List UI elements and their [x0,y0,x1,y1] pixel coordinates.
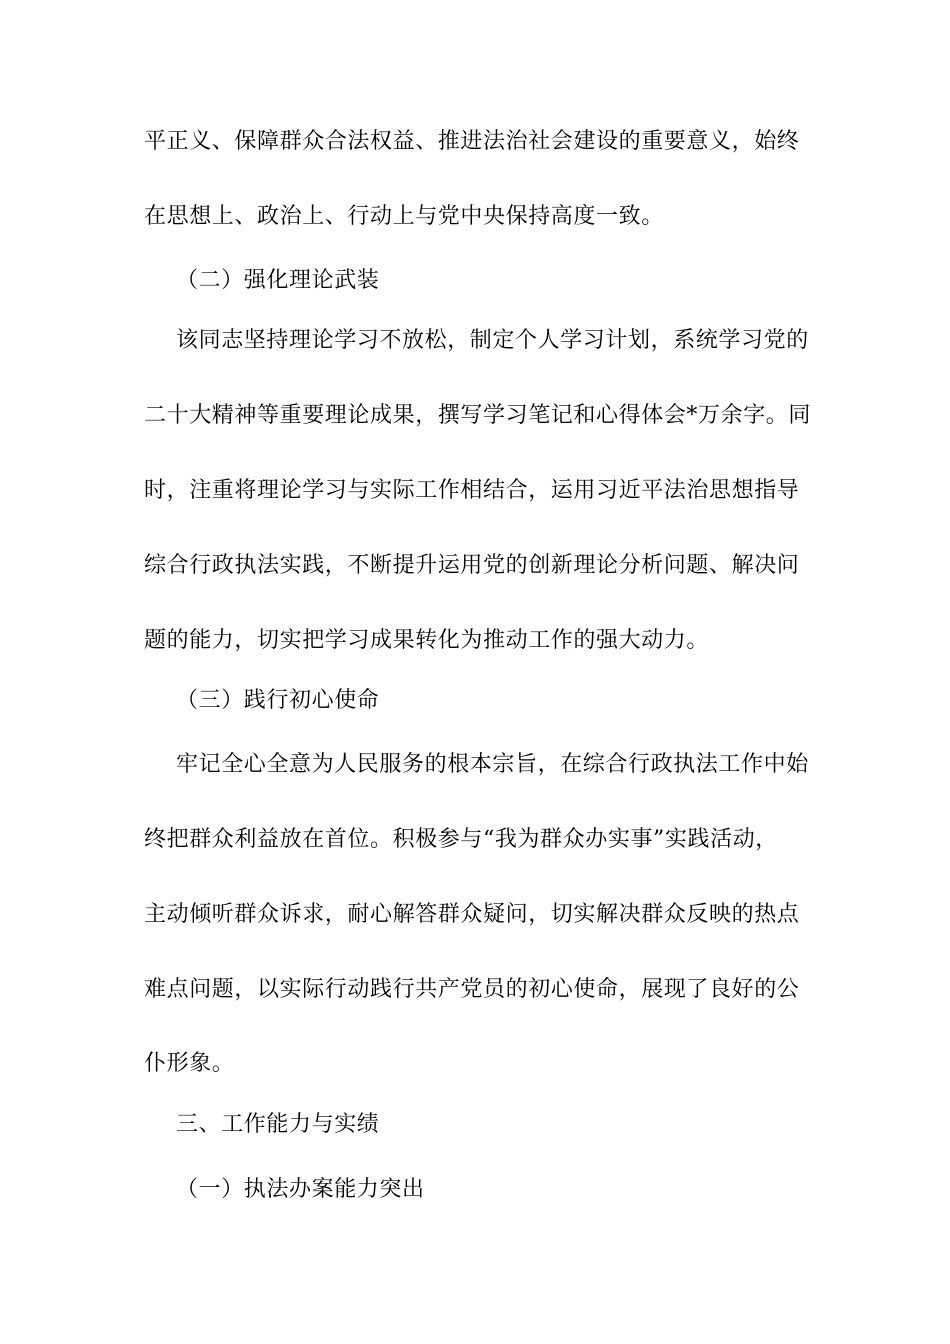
paragraph-line: 二十大精神等重要理论成果，撰写学习笔记和心得体会*万余字。同 [144,403,812,428]
paragraph-line: 该同志坚持理论学习不放松，制定个人学习计划，系统学习党的 [176,328,809,353]
paragraph-line: 终把群众利益放在首位。积极参与“我为群众办实事”实践活动， [144,827,778,852]
paragraph-line: 综合行政执法实践，不断提升运用党的创新理论分析问题、解决问 [144,553,800,578]
paragraph-line: 牢记全心全意为人民服务的根本宗旨，在综合行政执法工作中始 [176,752,809,777]
chapter-heading: 三、工作能力与实绩 [176,1112,380,1137]
section-heading-3: （三）践行初心使命 [176,688,380,713]
paragraph-line: 主动倾听群众诉求，耐心解答群众疑问，切实解决群众反映的热点 [144,902,800,927]
paragraph-line: 在思想上、政治上、行动上与党中央保持高度一致。 [144,204,664,229]
paragraph-line: 时，注重将理论学习与实际工作相结合，运用习近平法治思想指导 [144,478,800,503]
paragraph-line: 题的能力，切实把学习成果转化为推动工作的强大动力。 [144,628,710,653]
section-heading-1: （一）执法办案能力突出 [176,1177,425,1202]
section-heading-2: （二）强化理论武装 [176,268,380,293]
paragraph-line: 平正义、保障群众合法权益、推进法治社会建设的重要意义，始终 [144,129,800,154]
paragraph-line: 难点问题，以实际行动践行共产党员的初心使命，展现了良好的公 [144,977,800,1002]
paragraph-line: 仆形象。 [144,1051,235,1076]
